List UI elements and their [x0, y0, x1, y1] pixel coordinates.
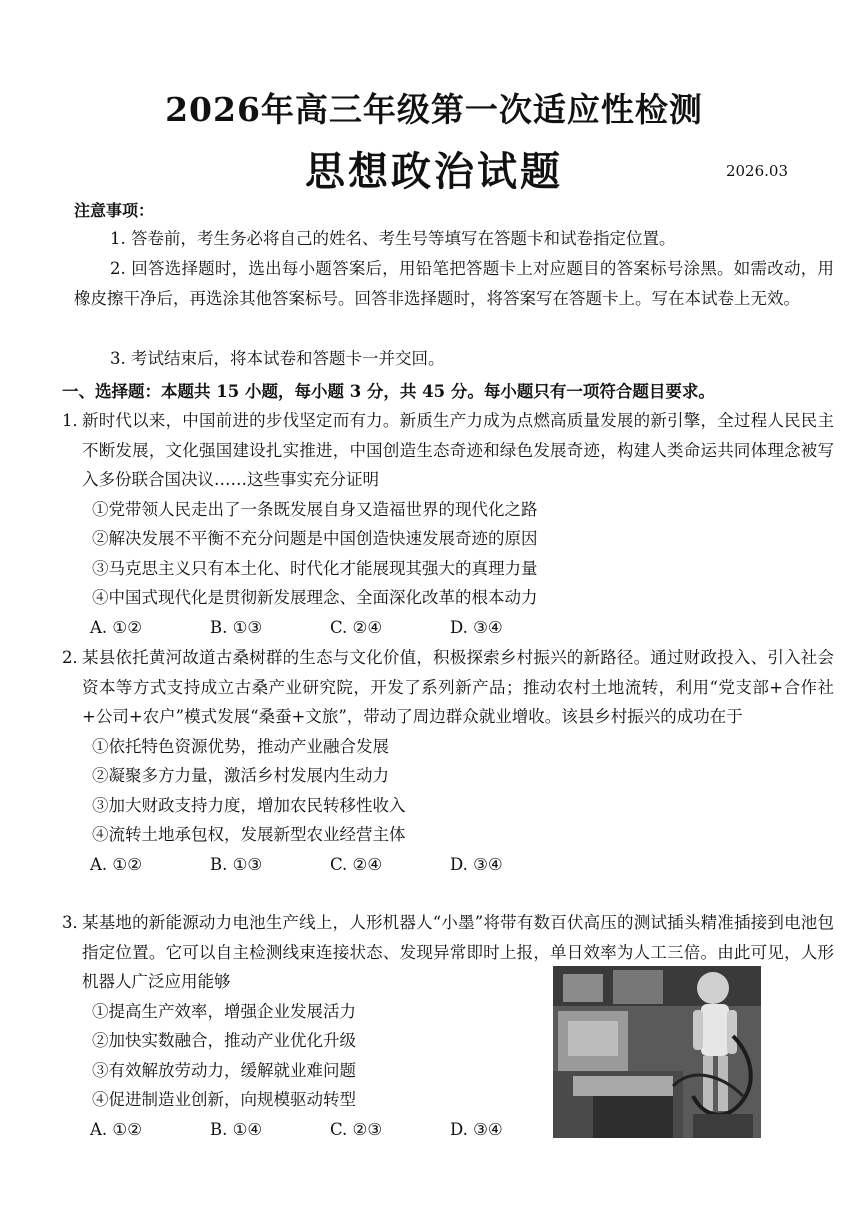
choice-d: D. ③④: [450, 1119, 503, 1139]
choice-a: A. ①②: [90, 1119, 142, 1139]
option-3: ③加大财政支持力度，增加农民转移性收入: [92, 795, 406, 815]
choice-c: C. ②③: [330, 1119, 383, 1139]
option-4: ④流转土地承包权，发展新型农业经营主体: [92, 825, 406, 844]
choice-d: D. ③④: [450, 854, 503, 874]
option-3: ③马克思主义只有本土化、时代化才能展现其强大的真理力量: [92, 558, 538, 578]
answer-choices: [62, 850, 834, 880]
question-text: 某县依托黄河故道古桑树群的生态与文化价值，积极探索乡村振兴的新路径。通过财政投入、引入社会资本等方式支持成立古桑产业研究院，开发了系列新产品；推动农村土地流转，利用“党支部+合作社+公司+农户”模式发展“桑蚕+文旅”，带动了周边群众就业增收。该县乡村振兴的成功在于: [82, 648, 834, 726]
question-number: 2．: [62, 648, 89, 667]
choice-c: C. ②④: [330, 854, 383, 874]
notice-item-2: 2. 回答选择题时，选出每小题答案后，用铅笔把答题卡上对应题目的答案标号涂黑。如需改动，用橡皮擦干净后，再选涂其他答案标号。回答非选择题时，将答案写在答题卡上。写在本试卷上无效。: [74, 259, 834, 308]
option-4: ④中国式现代化是贯彻新发展理念、全面深化改革的根本动力: [92, 588, 538, 607]
choice-a: A. ①②: [90, 854, 142, 874]
notice-heading: 注意事项：: [74, 201, 155, 220]
choice-c: C. ②④: [330, 617, 383, 637]
option-2: ②加快实数融合，推动产业优化升级: [92, 1031, 356, 1050]
question-number: 3．: [62, 913, 89, 932]
question-text: 某基地的新能源动力电池生产线上，人形机器人“小墨”将带有数百伏高压的测试插头精准插接到电池包指定位置。它可以自主检测线束连接状态、发现异常即时上报，单日效率为人工三倍。由此可见，人形机器人广泛应用能够: [82, 913, 834, 991]
option-1: ①依托特色资源优势，推动产业融合发展: [92, 736, 389, 756]
choice-d: D. ③④: [450, 617, 503, 637]
subject-title: 思想政治试题: [305, 148, 563, 195]
notice-item-3: 3. 考试结束后，将本试卷和答题卡一并交回。: [110, 349, 445, 368]
choice-b: B. ①③: [210, 854, 263, 874]
robot-photo-illustration: [553, 966, 761, 1138]
exam-title: 2026年高三年级第一次适应性检测: [165, 90, 703, 129]
exam-date: 2026.03: [725, 162, 788, 180]
notice-item-1: 1. 答卷前，考生务必将自己的姓名、考生号等填写在答题卡和试卷指定位置。: [110, 229, 676, 248]
question-number: 1．: [62, 411, 89, 430]
option-3: ③有效解放劳动力，缓解就业难问题: [92, 1060, 356, 1080]
answer-choices: [62, 613, 834, 643]
choice-b: B. ①④: [210, 1119, 263, 1139]
question-2: [62, 643, 834, 879]
section-heading: 一、选择题：本题共 15 小题，每小题 3 分，共 45 分。每小题只有一项符合题目要求。: [62, 382, 715, 401]
choice-a: A. ①②: [90, 617, 142, 637]
option-1: ①提高生产效率，增强企业发展活力: [92, 1001, 356, 1021]
option-2: ②凝聚多方力量，激活乡村发展内生动力: [92, 766, 389, 785]
question-text: 新时代以来，中国前进的步伐坚定而有力。新质生产力成为点燃高质量发展的新引擎，全过程人民民主不断发展，文化强国建设扎实推进，中国创造生态奇迹和绿色发展奇迹，构建人类命运共同体理念被写入多份联合国决议……这些事实充分证明: [82, 411, 834, 489]
question-stem: [62, 406, 834, 495]
question-stem: [62, 643, 834, 732]
robot-photo: [553, 966, 761, 1138]
choice-b: B. ①③: [210, 617, 263, 637]
question-1: [62, 406, 834, 642]
option-1: ①党带领人民走出了一条既发展自身又造福世界的现代化之路: [92, 499, 538, 519]
option-4: ④促进制造业创新，向规模驱动转型: [92, 1090, 356, 1109]
option-2: ②解决发展不平衡不充分问题是中国创造快速发展奇迹的原因: [92, 529, 538, 548]
